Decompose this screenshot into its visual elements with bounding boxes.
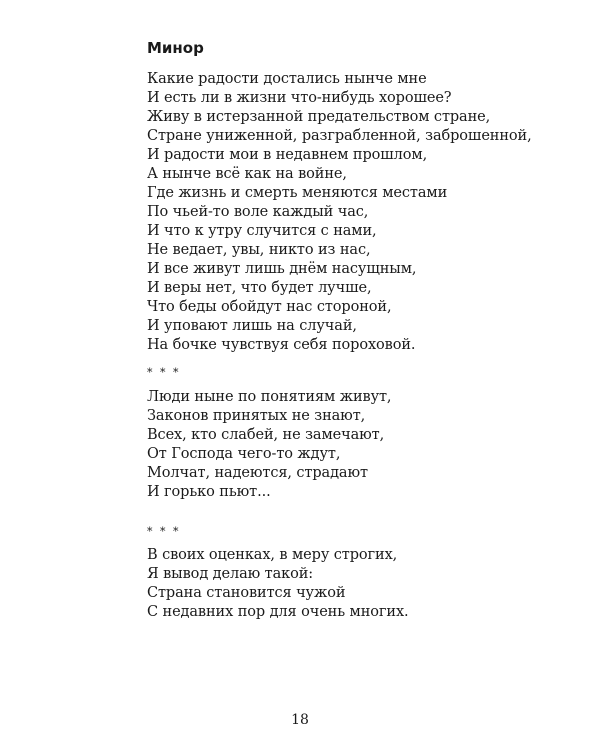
page-number: 18 [291, 712, 309, 728]
stanza [147, 388, 391, 502]
verse-line: И веры нет, что будет лучше, [147, 280, 372, 296]
section-separator: * * * [147, 366, 181, 379]
verse-line: Стране униженной, разграбленной, заброшенной, [147, 128, 532, 144]
verse-line: От Господа чего-то ждут, [147, 446, 341, 462]
stanza [147, 546, 409, 622]
stanza [147, 70, 532, 355]
verse-line: На бочке чувствуя себя пороховой. [147, 337, 416, 353]
verse-line: Законов принятых не знают, [147, 408, 366, 424]
section-separator: * * * [147, 525, 181, 538]
verse-line: И что к утру случится с нами, [147, 223, 377, 239]
verse-line: В своих оценках, в меру строгих, [147, 547, 398, 563]
verse-line: И уповают лишь на случай, [147, 318, 357, 334]
verse-line: Я вывод делаю такой: [147, 566, 314, 582]
verse-line: Страна становится чужой [147, 585, 346, 601]
verse-line: Живу в истерзанной предательством стране, [147, 109, 491, 125]
verse-line: По чьей-то воле каждый час, [147, 204, 369, 220]
poem-title: Минор [147, 39, 204, 57]
verse-line: Не ведает, увы, никто из нас, [147, 242, 371, 258]
verse-line: А нынче всё как на войне, [147, 166, 347, 182]
verse-line: Люди ныне по понятиям живут, [147, 389, 392, 405]
verse-line: Какие радости достались нынче мне [147, 71, 427, 87]
verse-line: И горько пьют... [147, 484, 271, 500]
verse-line: Молчат, надеются, страдают [147, 465, 368, 481]
verse-line: И радости мои в недавнем прошлом, [147, 147, 428, 163]
verse-line: Где жизнь и смерть меняются местами [147, 185, 448, 201]
verse-line: И есть ли в жизни что-нибудь хорошее? [147, 90, 452, 106]
verse-line: С недавних пор для очень многих. [147, 604, 409, 620]
verse-line: Что беды обойдут нас стороной, [147, 299, 392, 315]
verse-line: И все живут лишь днём насущным, [147, 261, 417, 277]
verse-line: Всех, кто слабей, не замечают, [147, 427, 385, 443]
